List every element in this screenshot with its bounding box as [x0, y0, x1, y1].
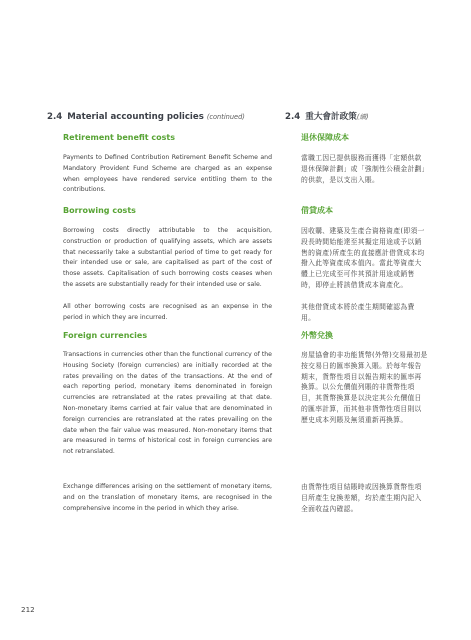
- section-title-en-text: Material accounting policies: [67, 112, 204, 122]
- para-foreign-1-zh: 房屋協會的非功能貨幣(外幣)交易最初是按交易日的匯率換算入賬。於每年報告期末，貨幣性項目以報告期末的匯率再換算。以公允價值列賬的非貨幣性項目，其貨幣換算是以決定其公允價值日的匯率計算，而其他非貨幣性項目則以歷史成本列賬及無須重新再換算。: [301, 351, 428, 424]
- section-title-en: [47, 111, 272, 123]
- section-number-en: 2.4: [47, 112, 63, 122]
- para-borrowing-2-zh: 其他借貸成本將於產生期間確認為費用。: [301, 303, 415, 322]
- section-number-zh: 2.4: [285, 112, 301, 122]
- heading-foreign-en: Foreign currencies: [63, 331, 148, 340]
- para-retirement-en: Payments to Defined Contribution Retirement Benefit Scheme and Mandatory Provident Fund Scheme are charged as an expense when employees have rendered service entitling them to the contributions.: [63, 154, 272, 194]
- section-title-zh-text: 重大會計政策: [305, 112, 357, 122]
- para-borrowing-1-zh: 因收購、建築及生產合資格資產(即須一段長時間始能達至其擬定用途或予以銷售的資產)所產生的直接應計借貸成本均撥入此等資產成本值內。當此等資產大體上已完成至可作其預計用途或銷售時，即停止將該借貸成本資產化。: [301, 227, 425, 289]
- heading-retirement-zh: 退休保障成本: [301, 133, 349, 142]
- heading-foreign-zh: 外幣兌換: [301, 331, 333, 340]
- para-borrowing-1-en: Borrowing costs directly attributable to the acquisition, construction or production of qualifying assets, which are assets that necessarily take a substantial period of time to get ready for their intended use or sale, are capitalised as part of the cost of those assets. Capitalisation of such borrowing costs ceases when the assets are substantially ready for their intended use or sale.: [63, 227, 272, 288]
- section-title-zh: [285, 111, 428, 123]
- continued-label-zh: (續): [356, 113, 369, 121]
- para-foreign-1-en: Transactions in currencies other than the functional currency of the Housing Society (foreign currencies) are initially recorded at the rates prevailing on the dates of the transactions. At the end of each reporting period, monetary items denominated in foreign currencies are retranslated at the rates prevailing at that date. Non-monetary items carried at fair value that are denominated in foreign currencies are retranslated at the rates prevailing on the date when the fair value was measured. Non-monetary items that are measured in terms of historical cost in foreign currencies are not retranslated.: [63, 351, 272, 456]
- heading-borrowing-en: Borrowing costs: [63, 206, 136, 215]
- para-foreign-2-en: Exchange differences arising on the settlement of monetary items, and on the translation of monetary items, are recognised in the comprehensive income in the period in which they arise.: [63, 483, 272, 512]
- para-retirement-zh: 當職工因已提供服務而獲得「定額供款退休保障計劃」或「強制性公積金計劃」的供款，是以支出入賬。: [301, 154, 426, 184]
- continued-label-en: (continued): [206, 113, 245, 121]
- chinese-column: [285, 111, 428, 514]
- para-borrowing-2-en: All other borrowing costs are recognised as an expense in the period in which they are incurred.: [63, 303, 272, 321]
- english-column: [47, 111, 272, 514]
- heading-borrowing-zh: 借貸成本: [301, 206, 333, 215]
- para-foreign-2-zh: 由貨幣性項目結賬時或因換算貨幣性項目所產生兌換差額，均於產生期內記入全面收益內確認。: [301, 483, 422, 513]
- page-number: 212: [21, 605, 35, 614]
- heading-retirement-en: Retirement benefit costs: [63, 133, 175, 142]
